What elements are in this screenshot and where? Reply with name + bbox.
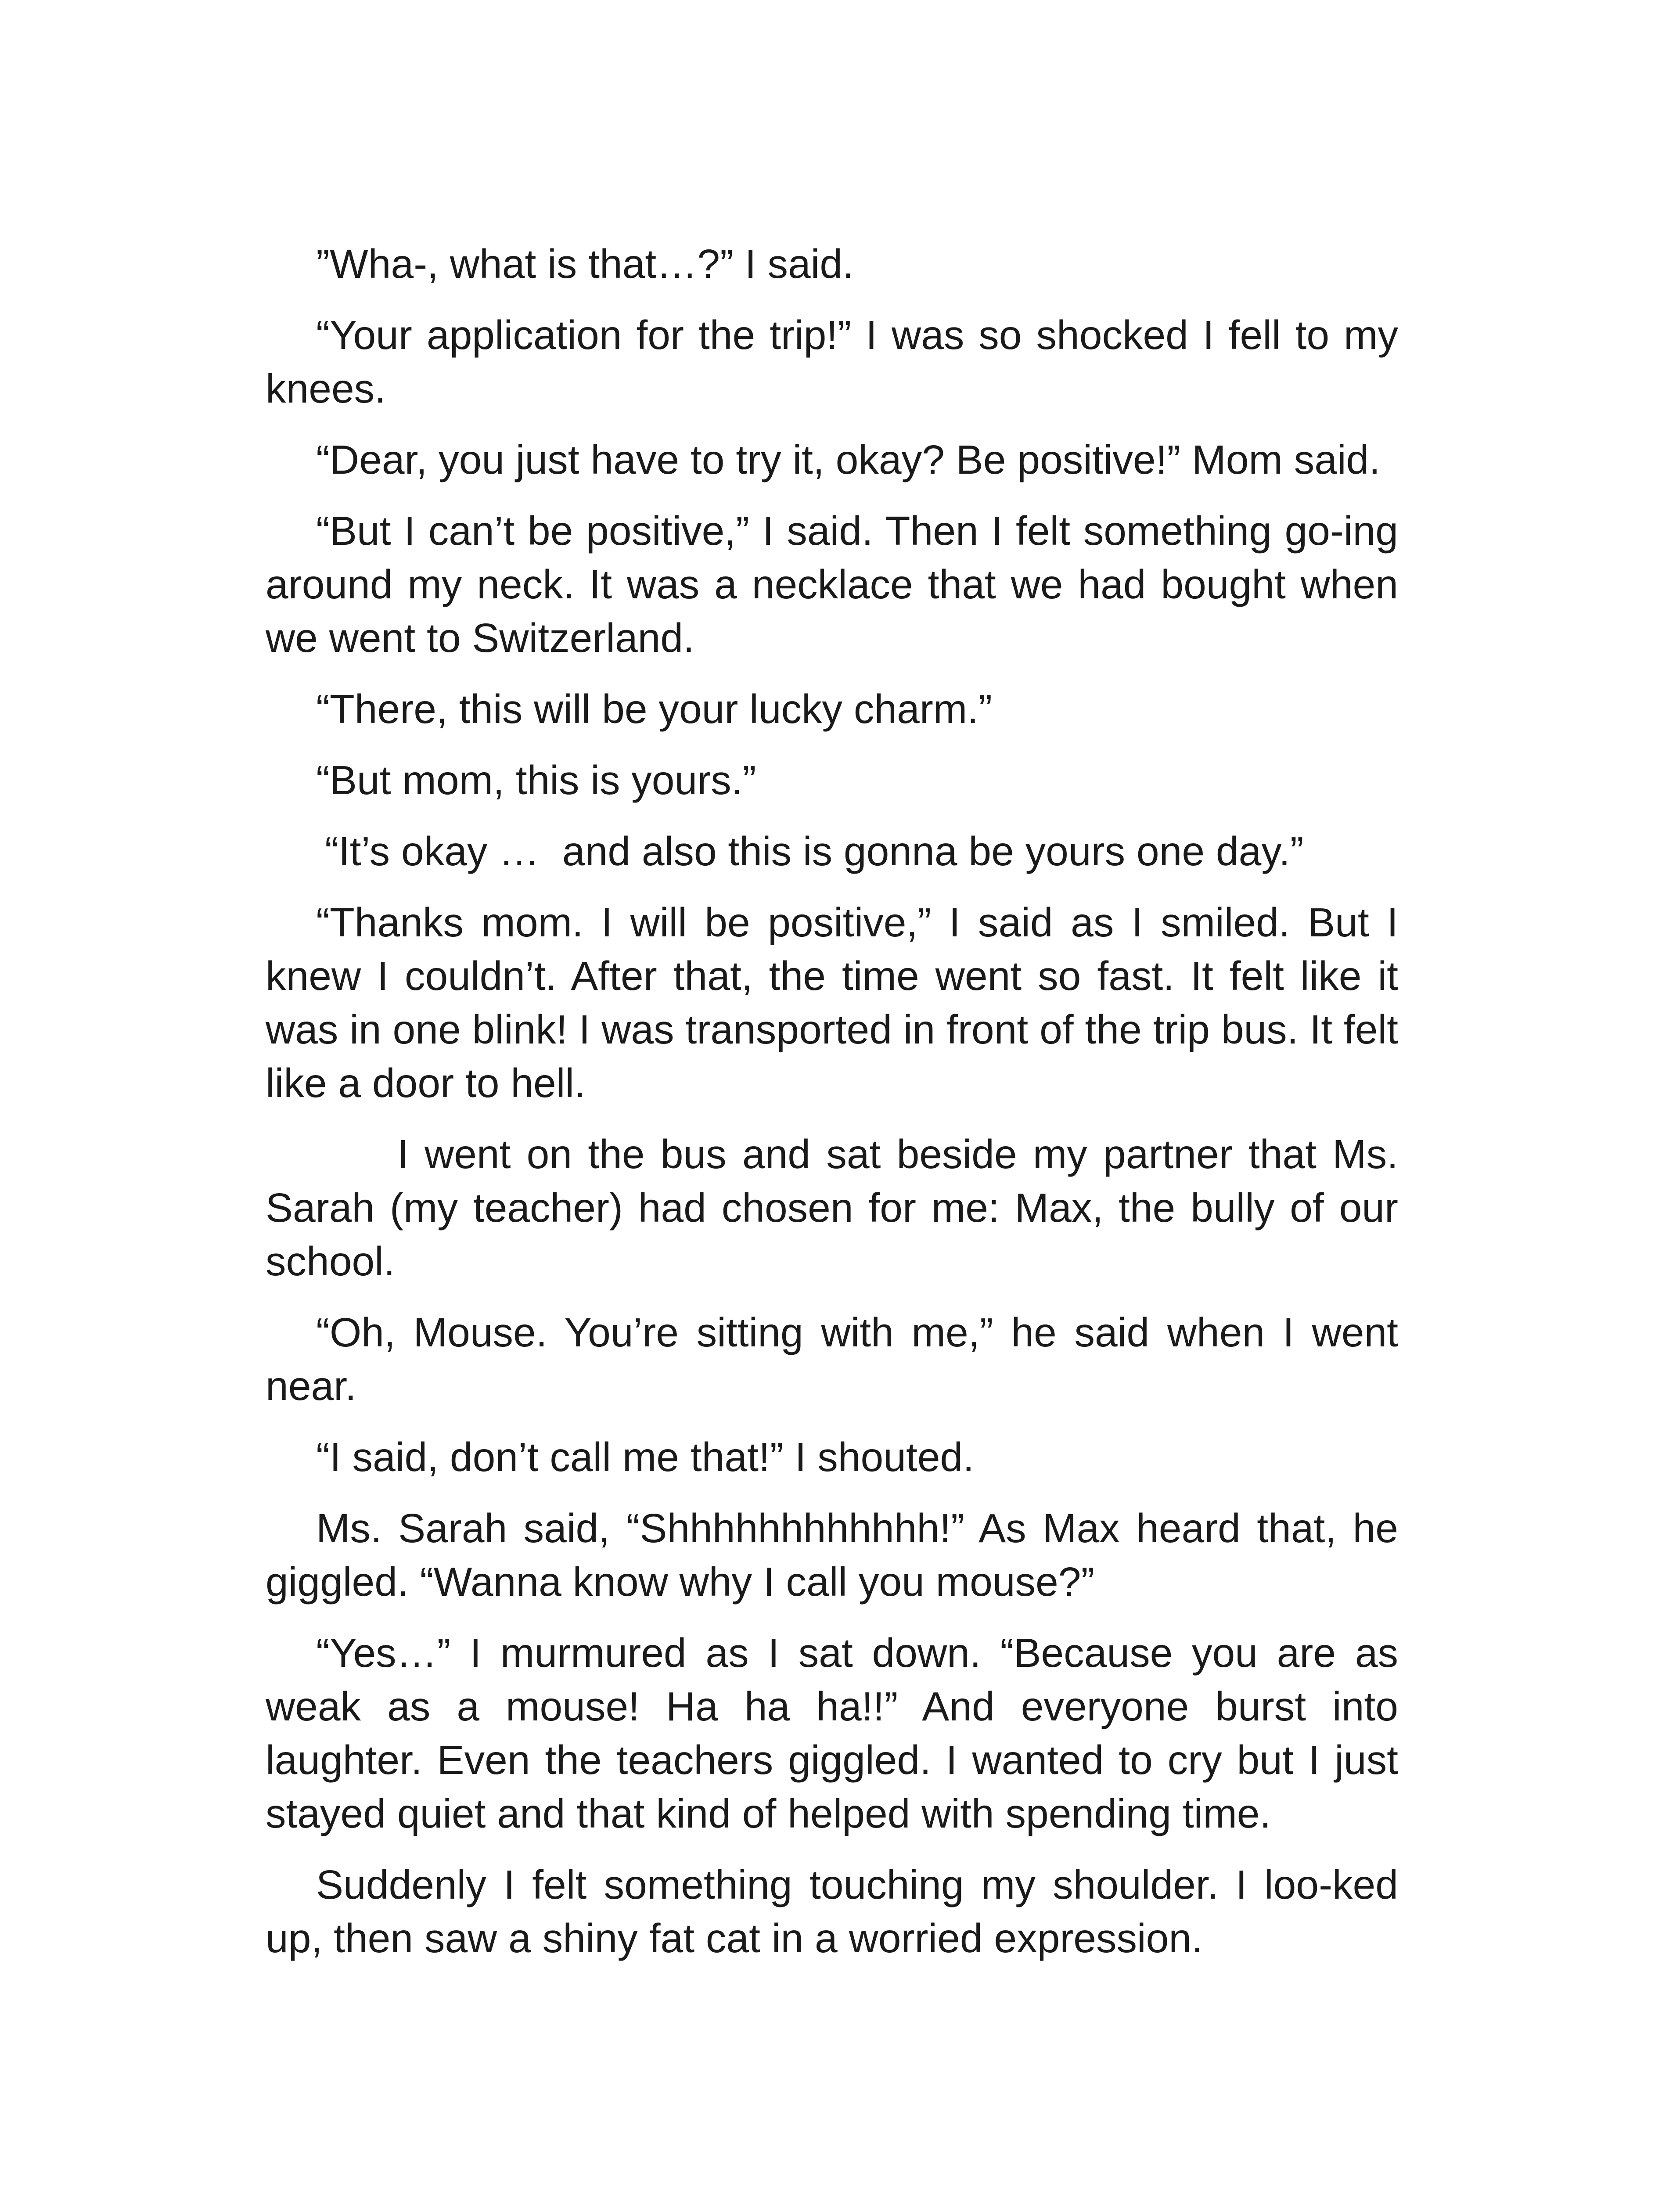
- paragraph: ”Wha-, what is that…?” I said.: [316, 241, 854, 287]
- paragraph: “Yes…” I murmured as I sat down. “Because you are as weak as a mouse! Ha ha ha!!” And everyone burst into laughter. Even the teachers giggled. I wanted to cry but I just stayed quiet and that kind of helped with spending time.: [266, 1630, 1410, 1836]
- paragraph: “Oh, Mouse. You’re sitting with me,” he said when I went near.: [266, 1310, 1410, 1409]
- paragraph: “Dear, you just have to try it, okay? Be positive!” Mom said.: [316, 437, 1381, 482]
- paragraph: “Your application for the trip!” I was so shocked I fell to my knees.: [266, 312, 1410, 411]
- paragraph: “Thanks mom. I will be positive,” I said as I smiled. But I knew I couldn’t. After that, the time went so fast. It felt like it was in one blink! I was transported in front of the trip bus. It felt like a door to hell.: [266, 900, 1410, 1106]
- paragraph: “I said, don’t call me that!” I shouted.: [316, 1434, 975, 1480]
- paragraph: “It’s okay … and also this is gonna be yours one day.”: [325, 828, 1304, 874]
- paragraph: Suddenly I felt something touching my shoulder. I loo-ked up, then saw a shiny fat cat in a worried expression.: [266, 1862, 1410, 1961]
- paragraph: “There, this will be your lucky charm.”: [316, 686, 993, 732]
- body-text: [266, 237, 1410, 1983]
- paragraph: “But I can’t be positive,” I said. Then I felt something go-ing around my neck. It was a necklace that we had bought when we went to Switzerland.: [266, 508, 1410, 661]
- paragraph: Ms. Sarah said, “Shhhhhhhhhhhh!” As Max heard that, he giggled. “Wanna know why I call you mouse?”: [266, 1505, 1410, 1605]
- paragraph: I went on the bus and sat beside my partner that Ms. Sarah (my teacher) had chosen for me: Max, the bully of our school.: [266, 1131, 1410, 1284]
- paragraph: “But mom, this is yours.”: [316, 757, 756, 803]
